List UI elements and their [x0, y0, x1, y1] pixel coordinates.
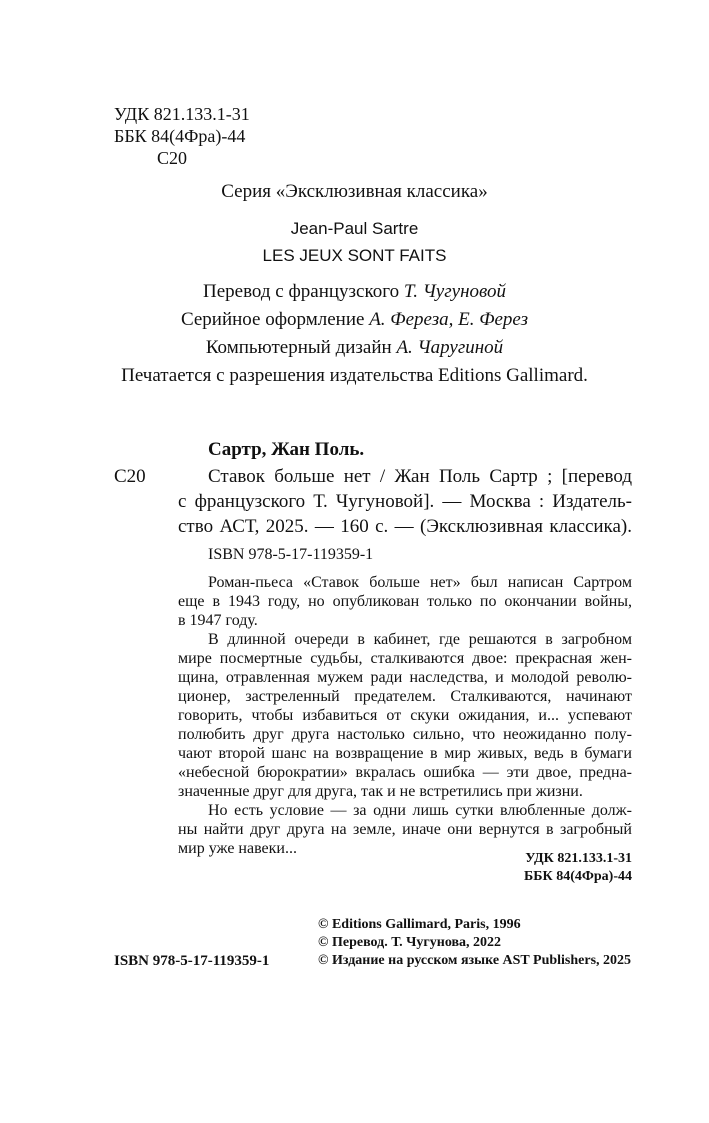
- bbk-code: ББК 84(4Фра)-44: [114, 126, 246, 146]
- series-design-label: Серийное оформление: [180, 309, 365, 330]
- footer-isbn: ISBN 978-5-17-119359-1: [114, 953, 270, 969]
- annotation-line: мир уже навеки...: [178, 840, 297, 857]
- series-title: Серия «Эксклюзивная классика»: [221, 181, 488, 202]
- annotation-line: еще в 1943 году, но опубликован только по окончании войны,: [178, 593, 632, 610]
- annotation-line: чают второй шанс на возвращение в мир живых, ведь в бумаги: [178, 745, 632, 762]
- computer-design-label: Компьютерный дизайн: [205, 337, 392, 358]
- author-mark-code: С20: [157, 148, 188, 168]
- annotation-line: полюбить друг друга настолько сильно, что неожиданно полу-: [178, 726, 632, 743]
- original-author: Jean-Paul Sartre: [290, 219, 419, 238]
- right-bbk-code: ББК 84(4Фра)-44: [524, 869, 632, 884]
- translation-label: Перевод с французского: [202, 281, 400, 302]
- annotation-line: ны найти друг друга на земле, иначе они вернутся в загробный: [178, 821, 632, 838]
- computer-designer-name: А. Чаругиной: [396, 337, 504, 358]
- annotation-line: ционер, застреленный предателем. Сталкиваются, начинают: [178, 688, 632, 705]
- annotation-line: в 1947 году.: [178, 612, 258, 629]
- annotation-line: щина, отравленная мужем ради наследства, и молодой револю-: [178, 669, 632, 686]
- permission-note: Печатается с разрешения издательства Editions Gallimard.: [121, 365, 588, 386]
- udk-code: УДК 821.133.1-31: [114, 104, 250, 124]
- copyright-line: © Перевод. Т. Чугунова, 2022: [318, 935, 502, 950]
- translator-name: Т. Чугуновой: [403, 281, 506, 302]
- bib-isbn: ISBN 978-5-17-119359-1: [208, 546, 374, 563]
- copyright-line: © Editions Gallimard, Paris, 1996: [318, 917, 521, 932]
- annotation-line: Но есть условие — за одни лишь сутки влюбленные долж-: [208, 802, 632, 819]
- annotation-line: «небесной бюрократии» вкралась ошибка — эти двое, предна-: [178, 764, 632, 781]
- series-designer-name: А. Фереза, Е. Ферез: [369, 309, 529, 330]
- annotation-line: значенные друг для друга, так и не встретились при жизни.: [178, 783, 583, 800]
- right-udk-code: УДК 821.133.1-31: [525, 851, 632, 866]
- translation-credit: [0, 280, 709, 304]
- bib-line: с французского Т. Чугуновой]. — Москва : Издатель-: [178, 491, 632, 512]
- original-title: LES JEUX SONT FAITS: [262, 246, 447, 265]
- annotation-line: Роман-пьеса «Ставок больше нет» был написан Сартром: [208, 574, 632, 591]
- bib-author-mark: С20: [114, 466, 146, 487]
- copyright-line: © Издание на русском языке AST Publishers, 2025: [318, 953, 632, 968]
- computer-design-credit: [0, 336, 709, 360]
- bib-line: ство АСТ, 2025. — 160 с. — (Эксклюзивная классика).: [178, 516, 632, 537]
- annotation-line: мире посмертные судьбы, сталкиваются двое: прекрасная жен-: [178, 650, 632, 667]
- bib-line: Ставок больше нет / Жан Поль Сартр ; [перевод: [208, 466, 632, 487]
- annotation-line: В длинной очереди в кабинет, где решаются в загробном: [208, 631, 632, 648]
- series-design-credit: [0, 308, 709, 332]
- annotation-line: говорить, чтобы избавиться от скуки ожидания, и... успевают: [178, 707, 632, 724]
- bib-heading: Сартр, Жан Поль.: [208, 439, 365, 460]
